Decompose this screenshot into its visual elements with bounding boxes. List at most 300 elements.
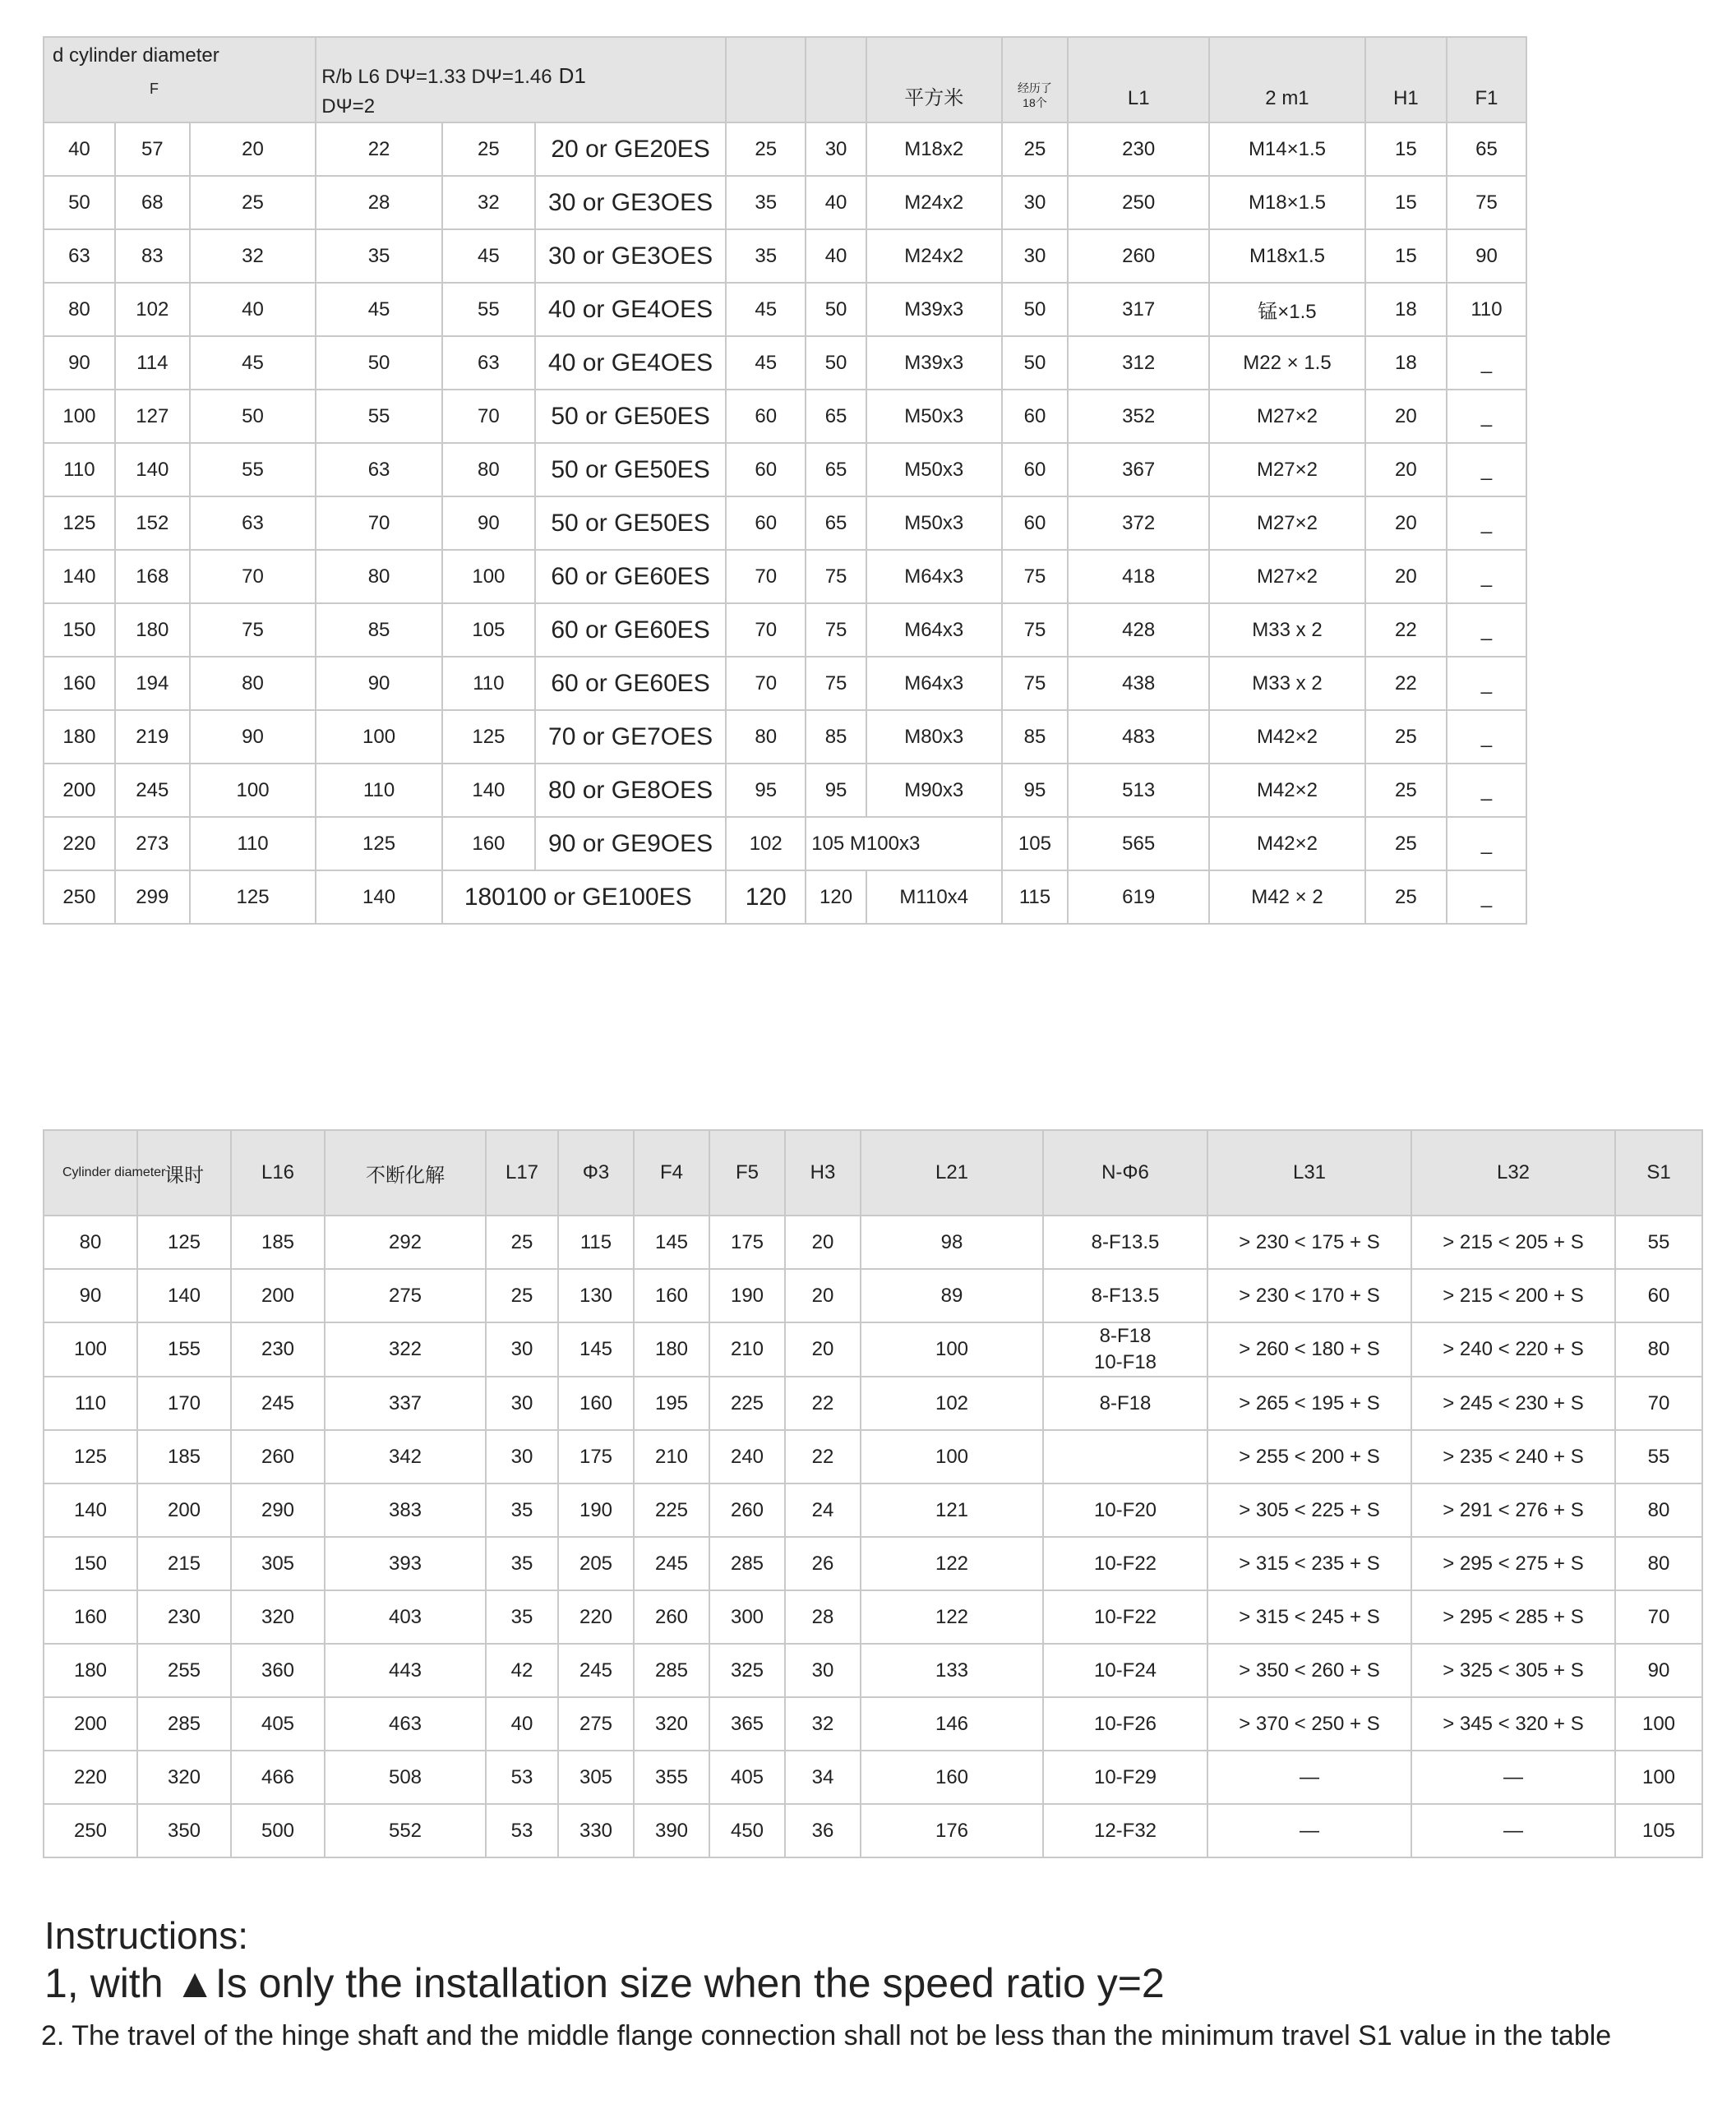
table-cell: 25 [1365, 764, 1447, 817]
table2-header-row [44, 1130, 1702, 1216]
table-row [44, 657, 1526, 710]
table-cell: 70 [1615, 1590, 1702, 1644]
column-header: 课时 [137, 1130, 231, 1216]
table-row [44, 1483, 1702, 1537]
table-cell: 25 [1365, 870, 1447, 924]
table-cell: 40 or GE4OES [535, 283, 726, 336]
table-row [44, 229, 1526, 283]
table-cell: 240 [709, 1430, 785, 1483]
table-cell: 63 [316, 443, 442, 496]
table-cell: 133 [861, 1644, 1043, 1697]
table-cell: 65 [1447, 122, 1526, 176]
table-cell: 322 [325, 1322, 486, 1377]
table-cell: 125 [44, 496, 115, 550]
table-cell: 245 [231, 1377, 325, 1430]
table-cell: 160 [44, 657, 115, 710]
table-cell: M27×2 [1209, 443, 1365, 496]
table-cell: 20 [785, 1216, 861, 1269]
table-cell: 290 [231, 1483, 325, 1537]
table-cell: 70 or GE7OES [535, 710, 726, 764]
table-cell: 42 [486, 1644, 558, 1697]
table-cell: > 240 < 220 + S [1411, 1322, 1615, 1377]
table-cell: 8-F13.5 [1043, 1216, 1207, 1269]
table-cell: M42×2 [1209, 764, 1365, 817]
table-cell: 90 [44, 336, 115, 390]
table-row [44, 1269, 1702, 1322]
table-cell: 285 [709, 1537, 785, 1590]
table-cell: 8-F18 [1043, 1377, 1207, 1430]
table-cell: 175 [709, 1216, 785, 1269]
table-cell: 125 [137, 1216, 231, 1269]
table-cell: 80 [1615, 1483, 1702, 1537]
table-cell: 30 [1002, 229, 1069, 283]
table-cell: 55 [1615, 1430, 1702, 1483]
table-cell: M42×2 [1209, 710, 1365, 764]
table-cell: 443 [325, 1644, 486, 1697]
table-cell: 508 [325, 1751, 486, 1804]
table-cell: 89 [861, 1269, 1043, 1322]
table-row [44, 1537, 1702, 1590]
table-cell: 180100 or GE100ES [442, 870, 726, 924]
table-row [44, 1697, 1702, 1751]
table-cell: > 315 < 245 + S [1207, 1590, 1411, 1644]
table-cell: 330 [558, 1804, 634, 1857]
table-cell: M42×2 [1209, 817, 1365, 870]
table-row [44, 1751, 1702, 1804]
table-cell: 75 [190, 603, 316, 657]
table-cell: 140 [442, 764, 535, 817]
table-cell: > 370 < 250 + S [1207, 1697, 1411, 1751]
table-cell: 110 [442, 657, 535, 710]
table-cell: M64x3 [866, 603, 1002, 657]
table-cell: 115 [558, 1216, 634, 1269]
table-cell: 90 [442, 496, 535, 550]
table-cell: 200 [44, 764, 115, 817]
column-header: L16 [231, 1130, 325, 1216]
table-cell: 55 [442, 283, 535, 336]
table-cell: 102 [115, 283, 190, 336]
table-cell: 110 [190, 817, 316, 870]
table-cell: 95 [1002, 764, 1069, 817]
table-cell: 513 [1068, 764, 1209, 817]
table-cell: 70 [726, 603, 806, 657]
table-cell: 80 [1615, 1322, 1702, 1377]
table-cell: 245 [634, 1537, 709, 1590]
table-cell: 25 [190, 176, 316, 229]
table-row [44, 122, 1526, 176]
table-cell: 230 [1068, 122, 1209, 176]
table-cell: 320 [231, 1590, 325, 1644]
table-cell: 30 [486, 1377, 558, 1430]
header-bore [44, 37, 316, 122]
table-cell: 360 [231, 1644, 325, 1697]
table-cell: 120 [726, 870, 806, 924]
table-cell: 102 [726, 817, 806, 870]
nphi-value: 8-F18 [1099, 1325, 1152, 1347]
table-cell: 60 [1002, 496, 1069, 550]
table-cell: 18 [1365, 283, 1447, 336]
table-cell: 80 [316, 550, 442, 603]
table-cell: M33 x 2 [1209, 657, 1365, 710]
table2-body [44, 1216, 1702, 1857]
table-cell: 80 [726, 710, 806, 764]
table-cell: 90 [316, 657, 442, 710]
table-cell: 40 [806, 229, 866, 283]
table-cell: 75 [1002, 550, 1069, 603]
table-cell: 110 [1447, 283, 1526, 336]
table-cell: > 215 < 205 + S [1411, 1216, 1615, 1269]
table-cell [1043, 1322, 1207, 1377]
table-cell: _ [1447, 390, 1526, 443]
table-cell: 312 [1068, 336, 1209, 390]
table-cell: 10-F29 [1043, 1751, 1207, 1804]
table-cell: 40 [486, 1697, 558, 1751]
table-cell: 80 [190, 657, 316, 710]
table-cell: 40 [806, 176, 866, 229]
table-row [44, 336, 1526, 390]
table-row [44, 1216, 1702, 1269]
table-cell: 140 [115, 443, 190, 496]
table-cell: 140 [316, 870, 442, 924]
table-cell: 255 [137, 1644, 231, 1697]
table-cell: 70 [190, 550, 316, 603]
column-header: Φ3 [558, 1130, 634, 1216]
table-cell: 22 [785, 1430, 861, 1483]
table-cell: 305 [558, 1751, 634, 1804]
table-cell: 438 [1068, 657, 1209, 710]
table-cell: 450 [709, 1804, 785, 1857]
table-cell: 155 [137, 1322, 231, 1377]
table-cell: 225 [709, 1377, 785, 1430]
cylinder-dimension-table-2 [43, 1129, 1703, 1858]
table-cell: 115 [1002, 870, 1069, 924]
column-header: F4 [634, 1130, 709, 1216]
table-cell: 245 [115, 764, 190, 817]
table-cell: 418 [1068, 550, 1209, 603]
table-cell: 80 [44, 1216, 137, 1269]
table-cell: 18 [1365, 336, 1447, 390]
table-cell: 250 [1068, 176, 1209, 229]
header-col14: F1 [1447, 37, 1526, 122]
table-cell: 22 [316, 122, 442, 176]
table-cell: 200 [137, 1483, 231, 1537]
table-cell: 225 [634, 1483, 709, 1537]
table-cell: 100 [44, 1322, 137, 1377]
table-cell: 145 [634, 1216, 709, 1269]
header-rb [316, 37, 726, 122]
table-cell: 365 [709, 1697, 785, 1751]
table-cell: 50 or GE50ES [535, 443, 726, 496]
table-cell: 30 [1002, 176, 1069, 229]
table-cell: 50 or GE50ES [535, 390, 726, 443]
table-cell: 50 [1002, 283, 1069, 336]
table-cell: 275 [558, 1697, 634, 1751]
table-cell: 50 [316, 336, 442, 390]
table-cell: 12-F32 [1043, 1804, 1207, 1857]
table-cell: > 245 < 230 + S [1411, 1377, 1615, 1430]
table-cell: 65 [806, 443, 866, 496]
table-cell: 100 [44, 390, 115, 443]
table-cell: > 265 < 195 + S [1207, 1377, 1411, 1430]
table-cell: 390 [634, 1804, 709, 1857]
table-cell: 25 [1365, 710, 1447, 764]
table-cell: 120 [806, 870, 866, 924]
table-cell: 15 [1365, 229, 1447, 283]
table-cell: 195 [634, 1377, 709, 1430]
table-cell: 32 [190, 229, 316, 283]
table-cell: 185 [137, 1430, 231, 1483]
table-cell: 35 [486, 1483, 558, 1537]
table-cell: 70 [726, 657, 806, 710]
table-row [44, 176, 1526, 229]
table-cell: 90 [190, 710, 316, 764]
table-cell: 40 [44, 122, 115, 176]
table-cell: 160 [558, 1377, 634, 1430]
table-cell: 30 or GE3OES [535, 176, 726, 229]
table-cell: 185 [231, 1216, 325, 1269]
table-cell: M50x3 [866, 496, 1002, 550]
table-cell: 150 [44, 1537, 137, 1590]
table-cell: 105 M100x3 [806, 817, 1001, 870]
table-row [44, 710, 1526, 764]
table-cell: 28 [785, 1590, 861, 1644]
table-cell: 50 [44, 176, 115, 229]
table-cell: 245 [558, 1644, 634, 1697]
table-cell: 190 [558, 1483, 634, 1537]
table-cell: 152 [115, 496, 190, 550]
table-cell: 355 [634, 1751, 709, 1804]
table-cell: 45 [442, 229, 535, 283]
table-cell: 50 [806, 283, 866, 336]
table-cell: 24 [785, 1483, 861, 1537]
table-cell: 300 [709, 1590, 785, 1644]
table-cell: 260 [709, 1483, 785, 1537]
table-cell: 383 [325, 1483, 486, 1537]
table-cell: 260 [1068, 229, 1209, 283]
table-cell: 273 [115, 817, 190, 870]
table-cell: > 295 < 285 + S [1411, 1590, 1615, 1644]
table-cell: 194 [115, 657, 190, 710]
table-cell: > 230 < 170 + S [1207, 1269, 1411, 1322]
table-cell: 32 [442, 176, 535, 229]
table-cell: 70 [316, 496, 442, 550]
table-cell: 30 [486, 1430, 558, 1483]
table-cell: 63 [442, 336, 535, 390]
table-cell: 60 or GE60ES [535, 550, 726, 603]
table-cell: M64x3 [866, 550, 1002, 603]
table-cell: 26 [785, 1537, 861, 1590]
table-cell: 35 [486, 1537, 558, 1590]
table-cell: 100 [861, 1430, 1043, 1483]
header-col11: L1 [1068, 37, 1209, 122]
table-cell: M80x3 [866, 710, 1002, 764]
table-cell: 367 [1068, 443, 1209, 496]
table-cell: 25 [442, 122, 535, 176]
table-cell: > 215 < 200 + S [1411, 1269, 1615, 1322]
table-cell: M110x4 [866, 870, 1002, 924]
table-cell: 80 [44, 283, 115, 336]
table-cell: M33 x 2 [1209, 603, 1365, 657]
table-cell: 275 [325, 1269, 486, 1322]
instructions-title: Instructions: [44, 1914, 248, 1957]
table-cell: M24x2 [866, 229, 1002, 283]
table-cell: 140 [137, 1269, 231, 1322]
table-cell: 30 [806, 122, 866, 176]
table-cell: M27×2 [1209, 390, 1365, 443]
table-cell: 160 [861, 1751, 1043, 1804]
table-cell: 230 [231, 1322, 325, 1377]
table-cell: 95 [806, 764, 866, 817]
table-cell: 317 [1068, 283, 1209, 336]
table-cell: 50 [1002, 336, 1069, 390]
table-cell: 10-F22 [1043, 1537, 1207, 1590]
table-cell: > 325 < 305 + S [1411, 1644, 1615, 1697]
table-cell: 285 [137, 1697, 231, 1751]
header-col13: H1 [1365, 37, 1447, 122]
table-cell: 100 [1615, 1697, 1702, 1751]
table-cell: 22 [785, 1377, 861, 1430]
column-header: F5 [709, 1130, 785, 1216]
header-col10 [1002, 37, 1069, 122]
table-cell: 20 [1365, 550, 1447, 603]
table-cell: 121 [861, 1483, 1043, 1537]
table-cell: 146 [861, 1697, 1043, 1751]
table-row [44, 603, 1526, 657]
table-row [44, 1430, 1702, 1483]
table-cell: 30 or GE3OES [535, 229, 726, 283]
column-header: Cylinder diameter [44, 1130, 137, 1216]
table-cell: 60 [1615, 1269, 1702, 1322]
table-cell: _ [1447, 710, 1526, 764]
column-header: L32 [1411, 1130, 1615, 1216]
table-cell: > 235 < 240 + S [1411, 1430, 1615, 1483]
table-cell: 25 [726, 122, 806, 176]
table-cell: 50 [806, 336, 866, 390]
table-cell: 292 [325, 1216, 486, 1269]
table-cell: 55 [1615, 1216, 1702, 1269]
table-row-250 [44, 870, 1526, 924]
table-cell: 22 [1365, 603, 1447, 657]
table-cell: 220 [44, 1751, 137, 1804]
table-cell: 393 [325, 1537, 486, 1590]
table-cell: 160 [442, 817, 535, 870]
table-cell: 20 [1365, 443, 1447, 496]
table-cell: > 260 < 180 + S [1207, 1322, 1411, 1377]
table-cell: 320 [634, 1697, 709, 1751]
table-cell: 299 [115, 870, 190, 924]
table-cell: 80 [1615, 1537, 1702, 1590]
table-cell: M18x2 [866, 122, 1002, 176]
table-cell: 100 [190, 764, 316, 817]
table-cell: 260 [634, 1590, 709, 1644]
table-cell: 40 or GE4OES [535, 336, 726, 390]
table-cell: 160 [634, 1269, 709, 1322]
table-cell: 125 [316, 817, 442, 870]
table-row [44, 550, 1526, 603]
table-cell: 45 [190, 336, 316, 390]
table-cell: 190 [709, 1269, 785, 1322]
table-cell: 325 [709, 1644, 785, 1697]
table-cell: _ [1447, 764, 1526, 817]
table-cell: 180 [44, 710, 115, 764]
table-cell: 35 [726, 229, 806, 283]
table-cell: 68 [115, 176, 190, 229]
table1-header-row [44, 37, 1526, 122]
table-cell: 176 [861, 1804, 1043, 1857]
table-cell: 150 [44, 603, 115, 657]
table-cell: 220 [44, 817, 115, 870]
table-cell: 20 [1365, 496, 1447, 550]
table-cell: 100 [442, 550, 535, 603]
table-cell: M14×1.5 [1209, 122, 1365, 176]
table-row [44, 443, 1526, 496]
table-cell: > 255 < 200 + S [1207, 1430, 1411, 1483]
table-cell: 60 [726, 390, 806, 443]
table-cell: 60 or GE60ES [535, 657, 726, 710]
table-cell: 483 [1068, 710, 1209, 764]
table-row [44, 1377, 1702, 1430]
header-col10-a: 经历了 [1017, 81, 1052, 95]
table-cell: M27×2 [1209, 496, 1365, 550]
table-cell: 45 [726, 336, 806, 390]
table-cell: 140 [44, 1483, 137, 1537]
table-cell: 60 [726, 443, 806, 496]
table-row [44, 496, 1526, 550]
table-cell: 170 [137, 1377, 231, 1430]
table-cell: — [1411, 1804, 1615, 1857]
table-cell: > 345 < 320 + S [1411, 1697, 1615, 1751]
header-col7 [726, 37, 806, 122]
table-cell: 463 [325, 1697, 486, 1751]
table-cell: 100 [1615, 1751, 1702, 1804]
table-row [44, 390, 1526, 443]
table-cell: M42 × 2 [1209, 870, 1365, 924]
table-cell: 110 [44, 1377, 137, 1430]
table-cell: _ [1447, 657, 1526, 710]
table-cell: 85 [316, 603, 442, 657]
column-header: L21 [861, 1130, 1043, 1216]
table-cell: 105 [442, 603, 535, 657]
table-cell: _ [1447, 870, 1526, 924]
table-cell: 180 [44, 1644, 137, 1697]
table-cell: 352 [1068, 390, 1209, 443]
table-cell: 200 [231, 1269, 325, 1322]
table-cell: 210 [634, 1430, 709, 1483]
table-cell: 180 [115, 603, 190, 657]
table-cell: 70 [726, 550, 806, 603]
table-cell: 53 [486, 1804, 558, 1857]
table-cell: 75 [1447, 176, 1526, 229]
table-cell: 90 [44, 1269, 137, 1322]
table-cell: 100 [316, 710, 442, 764]
table-cell: 552 [325, 1804, 486, 1857]
table-cell: 63 [44, 229, 115, 283]
table-cell: 98 [861, 1216, 1043, 1269]
table-cell: 180 [634, 1322, 709, 1377]
table-cell: M39x3 [866, 336, 1002, 390]
table-cell: 125 [44, 1430, 137, 1483]
table-cell: 500 [231, 1804, 325, 1857]
table-cell: 10-F26 [1043, 1697, 1207, 1751]
table-cell: 60 [1002, 443, 1069, 496]
table-cell: 65 [806, 390, 866, 443]
table-cell: _ [1447, 496, 1526, 550]
header-col8 [806, 37, 866, 122]
table-cell: 10-F24 [1043, 1644, 1207, 1697]
table-cell: 30 [486, 1322, 558, 1377]
table-cell: 90 or GE9OES [535, 817, 726, 870]
table-cell: _ [1447, 550, 1526, 603]
